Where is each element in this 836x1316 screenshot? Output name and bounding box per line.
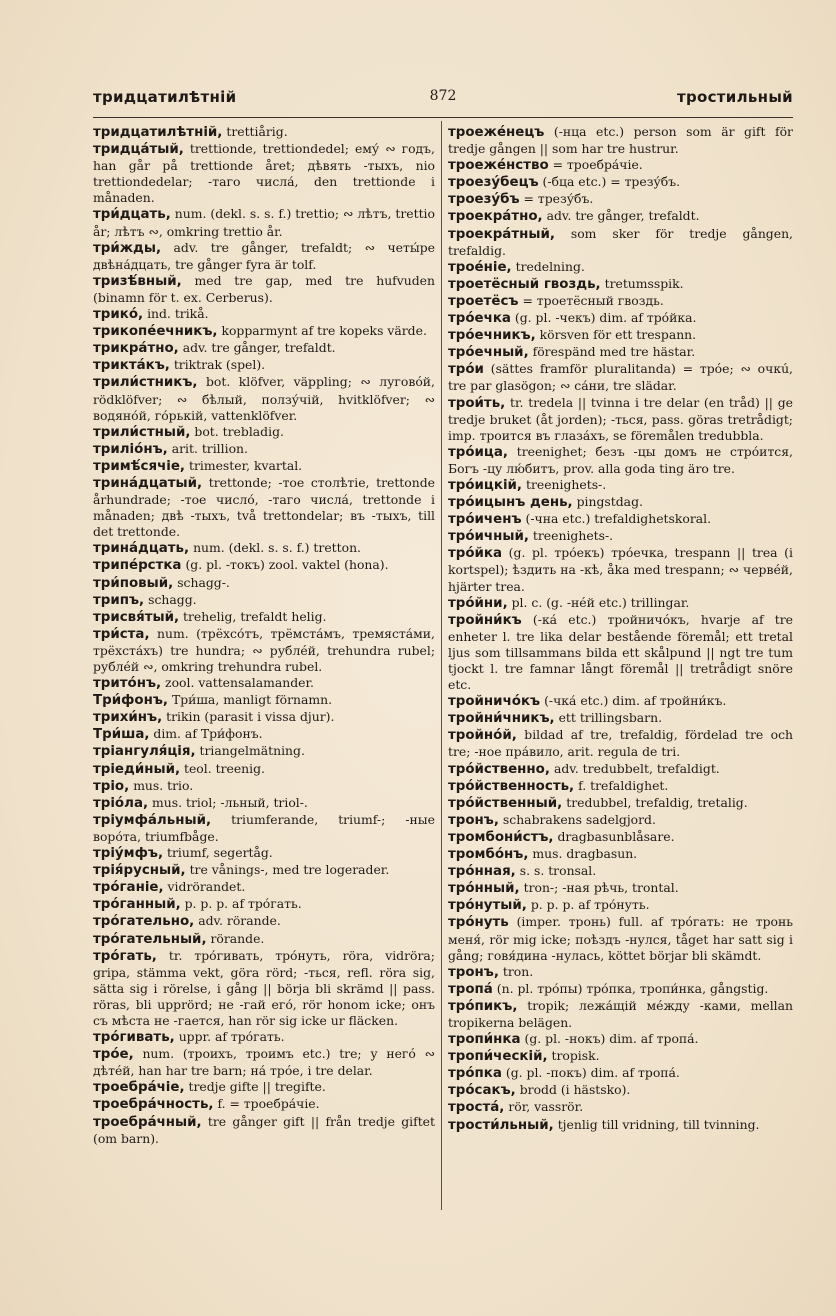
entry-definition: mus. triol; -льный, triol-. [152, 794, 308, 810]
entry-definition: ett trillingsbarn. [558, 710, 663, 726]
entry-headword: тро́пка [448, 1066, 502, 1082]
dictionary-entry [93, 778, 435, 795]
entry-definition: adv. tre gånger, trefaldt; ∾ четы́ре двѣна́дцать, tre gånger fyra är tolf. [93, 239, 435, 272]
entry-headword: трито́нъ, [93, 676, 162, 692]
entry-definition: trehelig, trefaldt helig. [183, 608, 327, 624]
entry-headword: тро́гать, [93, 948, 157, 964]
dictionary-entry [448, 595, 793, 612]
entry-headword: трикопе́ечникъ, [93, 324, 218, 340]
entry-headword: тро́йственность, [448, 778, 575, 794]
dictionary-entry [93, 306, 435, 323]
dictionary-entry [93, 795, 435, 812]
dictionary-entry [93, 1114, 435, 1147]
entry-definition: rörande. [210, 930, 265, 946]
dictionary-entry [93, 206, 435, 239]
dictionary-entry [448, 1031, 793, 1048]
entry-definition: trettionde, trettiondedel; ему́ ∾ годъ, han går på trettionde året; дѣвять -тыхъ, nio trettiondedelar; -таго числа́, den trettionde i månaden. [93, 141, 435, 206]
entry-headword: три́ста, [93, 626, 150, 642]
entry-definition: bot. trebladig. [194, 423, 284, 439]
entry-headword: тро́гательно, [93, 914, 195, 930]
dictionary-entry [93, 441, 435, 458]
entry-headword: тро́ицкій, [448, 477, 523, 493]
dictionary-entry [93, 812, 435, 845]
entry-headword: тро́ицынъ день, [448, 495, 573, 511]
entry-definition: (g. pl. -покъ) dim. af тропа́. [505, 1065, 680, 1081]
entry-headword: тро́и [448, 362, 484, 378]
entry-definition: tre gånger gift || från tredje giftet (om barn). [93, 1113, 435, 1146]
dictionary-entry [448, 964, 793, 981]
entry-headword: трóе, [93, 1047, 134, 1063]
entry-definition: num. (dekl. s. s. f.) tretton. [193, 540, 361, 556]
entry-headword: тро́гательный, [93, 931, 207, 947]
entry-headword: троекра́тно, [448, 209, 543, 225]
entry-headword: троетёсъ [448, 293, 519, 309]
dictionary-entry [93, 626, 435, 675]
dictionary-entry [93, 424, 435, 441]
dictionary-entry [448, 812, 793, 829]
dictionary-entry [93, 948, 435, 1029]
dictionary-entry [93, 357, 435, 374]
column-divider [441, 121, 442, 1210]
entry-definition: trettiårig. [226, 124, 288, 139]
entry-definition: num. (dekl. s. s. f.) trettio; ∾ лѣтъ, trettio år; лѣтъ ∾, omkring trettio år. [93, 206, 435, 239]
dictionary-entry [448, 511, 793, 528]
entry-headword: троста́, [448, 1100, 505, 1116]
entry-definition: tr. tredela || tvinna i tre delar (en tråd) || ge tredje bruket (åt jorden); -ться, pass. göras tretrådigt; imp. троится въ глаза́хъ, se föremålen tredubbla. [448, 394, 793, 443]
entry-definition: förespänd med tre hästar. [532, 344, 696, 360]
dictionary-entry [93, 761, 435, 778]
entry-definition: som sker för tredje gången, trefaldig. [448, 225, 793, 258]
dictionary-entry [448, 494, 793, 511]
dictionary-entry [93, 458, 435, 475]
header-rule [93, 117, 793, 118]
entry-definition: pingstdag. [576, 494, 643, 510]
entry-headword: тризѣ́вный, [93, 273, 182, 289]
entry-headword: тріо́ла, [93, 795, 149, 811]
dictionary-entry [93, 845, 435, 862]
entry-headword: трисвя́тый, [93, 609, 180, 625]
entry-definition: num. (трёхсо́тъ, трёмста́мъ, тремяста́ми, трёхста́хъ) tre hundra; ∾ рублéй, trehundra rubel; рублéй ∾, omkring trehundra rubel. [93, 625, 435, 674]
entry-definition: s. s. tronsal. [519, 863, 597, 879]
dictionary-entry [448, 361, 793, 394]
dictionary-entry [93, 323, 435, 340]
dictionary-entry [93, 1096, 435, 1113]
dictionary-entry [448, 846, 793, 863]
entry-headword: троезу́бъ [448, 192, 520, 208]
entry-headword: троебра́чный, [93, 1114, 202, 1130]
entry-headword: трія́русный, [93, 863, 186, 879]
dictionary-entry [448, 444, 793, 477]
entry-definition: (imper. тронь) full. af тро́гать: не тронь меня́, rör mig icke; поѣздъ -нулся, tåget har satt sig i gång; говя́дина -нулась, köttet börjar bli skämdt. [448, 914, 793, 963]
entry-headword: трико́, [93, 307, 144, 323]
dictionary-entry [93, 124, 435, 141]
entry-definition: (-ка́ etc.) тройничóкъ, hvarje af tre enheter l. tre lika delar bestående föremål; ett tretal ljus som tillsammans bilda ett skålpund || ngt tre tum tjockt l. tre famnar långt föremål || tretrådigt snöre etc. [448, 611, 793, 693]
dictionary-entry [448, 897, 793, 914]
dictionary-entry [93, 1079, 435, 1096]
entry-headword: трили́стный, [93, 424, 191, 440]
entry-definition: trimester, kvartal. [188, 457, 303, 473]
dictionary-entry [448, 1117, 793, 1134]
entry-headword: тріумфа́льный, [93, 812, 212, 828]
entry-headword: тридца́тый, [93, 142, 184, 158]
entry-definition: rör, vassrör. [508, 1099, 584, 1115]
entry-headword: трина́дцатый, [93, 475, 203, 491]
entry-headword: тропа́ [448, 981, 493, 997]
entry-definition: = трезу́бъ. [523, 191, 594, 207]
dictionary-entry [93, 896, 435, 913]
entry-headword: тро́йственный, [448, 795, 563, 811]
entry-headword: три́повый, [93, 575, 174, 591]
entry-definition: tropik; лежа́щій мéжду -ками, mellan tropikerna belägen. [448, 997, 793, 1030]
dictionary-entry [448, 1082, 793, 1099]
dictionary-entry [448, 1048, 793, 1065]
dictionary-entry [448, 880, 793, 897]
entry-headword: троеже́нецъ [448, 125, 545, 140]
entry-headword: тро́нная, [448, 864, 516, 880]
entry-headword: тримѣ́сячіе, [93, 458, 186, 474]
entry-headword: трои́ть, [448, 395, 506, 411]
entry-definition: (g. pl. -нокъ) dim. af тропа́. [524, 1031, 699, 1047]
entry-headword: трипъ, [93, 592, 145, 608]
entry-headword: троебра́чность, [93, 1097, 214, 1113]
entry-definition: num. (троихъ, троимъ etc.) tre; у негó ∾ дѣтéй, han har tre barn; на́ трóе, i tre delar. [93, 1046, 435, 1079]
entry-definition: körsven för ett trespann. [539, 327, 697, 343]
dictionary-entry [93, 575, 435, 592]
dictionary-entry [448, 863, 793, 880]
dictionary-entry [448, 795, 793, 812]
entry-headword: тро́нутый, [448, 898, 527, 914]
entry-headword: трихи́нъ, [93, 710, 163, 726]
entry-headword: тро́йни, [448, 595, 508, 611]
entry-definition: tron. [502, 963, 534, 979]
dictionary-entry [93, 540, 435, 557]
entry-definition: triumf, segertåg. [167, 845, 273, 861]
dictionary-entry [93, 557, 435, 574]
dictionary-entry [448, 191, 793, 208]
entry-headword: тро́сакъ, [448, 1083, 516, 1099]
entry-headword: троетёсный гвоздь, [448, 276, 601, 292]
entry-definition: (-чна etc.) trefaldighetskoral. [525, 511, 712, 527]
entry-headword: трости́льный, [448, 1117, 554, 1133]
entry-definition: tjenlig till vridning, till tvinning. [557, 1116, 760, 1132]
entry-definition: brodd (i hästsko). [519, 1082, 631, 1098]
dictionary-entry [448, 612, 793, 693]
dictionary-entry [93, 609, 435, 626]
entry-definition: schabrakens sadelgjord. [502, 811, 656, 827]
entry-definition: trikin (parasit i vissa djur). [166, 709, 335, 725]
entry-definition: vidrörandet. [167, 879, 246, 895]
entry-headword: три́дцать, [93, 207, 171, 223]
entry-headword: тройни́къ [448, 612, 522, 628]
entry-headword: тро́ичный, [448, 529, 529, 545]
dictionary-entry [93, 726, 435, 743]
entry-definition: (sättes framför pluralitanda) = трóе; ∾ очкú, tre par glasögon; ∾ са́ни, tre slädar. [448, 361, 793, 394]
entry-definition: (g. pl. -чекъ) dim. af тро́йка. [514, 310, 697, 326]
entry-definition: bildad af tre, trefaldig, fördelad tre och tre; -ное пра́вило, arit. regula de tri. [448, 727, 793, 760]
entry-headword: тро́ечникъ, [448, 328, 536, 344]
entry-headword: трикра́тно, [93, 341, 179, 357]
dictionary-entry [448, 477, 793, 494]
dictionary-entry [448, 710, 793, 727]
entry-headword: Три́фонъ, [93, 693, 168, 709]
dictionary-entry [448, 226, 793, 259]
dictionary-entry [448, 778, 793, 795]
page-header [93, 88, 793, 112]
entry-definition: tropisk. [551, 1048, 600, 1064]
entry-definition: ind. trikå. [147, 306, 209, 322]
entry-definition: tretumsspik. [604, 275, 684, 291]
entry-headword: троеже́нство [448, 158, 549, 174]
entry-headword: троекра́тный, [448, 226, 555, 242]
dictionary-entry [93, 931, 435, 948]
dictionary-entry [448, 1065, 793, 1082]
entry-headword: тридцатилѣтній, [93, 125, 223, 140]
entry-definition: triktrak (spel). [173, 357, 266, 373]
dictionary-entry [448, 998, 793, 1031]
entry-headword: тро́гивать, [93, 1030, 175, 1046]
entry-definition: f. trefaldighet. [578, 777, 669, 793]
entry-definition: (-чка́ etc.) dim. af тройни́къ. [544, 693, 727, 709]
entry-headword: троезу́бецъ [448, 175, 539, 191]
entry-definition: mus. trio. [133, 777, 194, 793]
dictionary-entry [93, 862, 435, 879]
dictionary-entry [448, 727, 793, 760]
dictionary-entry [93, 240, 435, 273]
entry-headword: тро́ганный, [93, 897, 181, 913]
entry-headword: тріу́мфъ, [93, 846, 164, 862]
dictionary-entry [448, 528, 793, 545]
dictionary-entry [448, 344, 793, 361]
entry-definition: treenighet; безъ -цы домъ не стро́ится, Богъ -цу лю́битъ, prov. alla goda ting äro tre. [448, 443, 793, 476]
dictionary-entry [93, 743, 435, 760]
entry-definition: p. p. p. af тро́нуть. [530, 897, 650, 913]
dictionary-entry [93, 273, 435, 306]
entry-definition: adv. rörande. [198, 913, 281, 929]
entry-definition: triangelmätning. [199, 743, 305, 759]
entry-headword: трина́дцать, [93, 541, 190, 557]
dictionary-entry [93, 1029, 435, 1046]
entry-definition: dim. af Три́фонъ. [153, 726, 263, 742]
entry-definition: schagg-. [177, 574, 230, 590]
entry-definition: teol. treenig. [184, 760, 265, 776]
entry-headword: тромбо́нъ, [448, 847, 529, 863]
entry-definition: mus. dragbasun. [532, 846, 638, 862]
entry-headword: тро́ечный, [448, 345, 529, 361]
entry-definition: Три́ша, manligt förnamn. [171, 692, 333, 708]
entry-headword: тро́нный, [448, 881, 520, 897]
entry-definition: pl. c. (g. -нéй etc.) trillingar. [511, 594, 690, 610]
dictionary-entry [448, 914, 793, 963]
entry-definition: bot. klöfver, väppling; ∾ луговóй, rödklöfver; ∾ бѣлый, ползу́чій, hvitklöfver; ∾ водяно́й, го́рькій, vattenklöfver. [93, 374, 435, 423]
dictionary-entry [448, 1099, 793, 1116]
dictionary-entry [93, 592, 435, 609]
dictionary-entry [448, 761, 793, 778]
entry-definition: (n. pl. тро́пы) тро́пка, тропи́нка, gångstig. [496, 980, 769, 996]
dictionary-entry [448, 124, 793, 157]
entry-definition: adv. tre gånger, trefaldt. [546, 208, 700, 224]
entry-definition: uppr. af тро́гать. [178, 1029, 285, 1045]
entry-headword: тропи́ческій, [448, 1049, 548, 1065]
entry-headword: троебра́чіе, [93, 1080, 185, 1096]
left-column [93, 124, 435, 1147]
entry-headword: тронъ, [448, 964, 499, 980]
entry-definition: (-нца etc.) person som är gift för tredje gången || som har tre hustrur. [448, 124, 793, 157]
dictionary-entry [93, 475, 435, 540]
entry-definition: (g. pl. -токъ) zool. vaktel (hona). [185, 557, 389, 573]
dictionary-entry [448, 157, 793, 174]
entry-definition: treenighets-. [525, 476, 607, 492]
entry-definition: = троебра́чіе. [552, 157, 643, 173]
entry-definition: = троетёсный гвоздь. [522, 292, 664, 308]
entry-headword: тройни́чникъ, [448, 711, 555, 727]
entry-headword: тропи́нка [448, 1032, 521, 1048]
entry-definition: med tre gap, med tre hufvuden (binamn för t. ex. Cerberus). [93, 272, 435, 305]
entry-definition: (-бца etc.) = трезу́бъ. [542, 174, 681, 190]
entry-headword: три́жды, [93, 240, 162, 256]
entry-headword: тро́ечка [448, 311, 511, 327]
dictionary-entry [448, 174, 793, 191]
dictionary-entry [448, 395, 793, 444]
entry-headword: тро́йка [448, 546, 503, 562]
dictionary-entry [448, 327, 793, 344]
dictionary-entry [93, 913, 435, 930]
entry-headword: тройно́й, [448, 728, 517, 744]
entry-headword: тріо, [93, 778, 130, 794]
entry-headword: Три́ша, [93, 727, 150, 743]
entry-headword: тро́ица, [448, 444, 508, 460]
page-number: 872 [429, 88, 457, 104]
entry-definition: schagg. [148, 591, 197, 607]
dictionary-entry [93, 675, 435, 692]
entry-headword: троéніе, [448, 259, 512, 275]
dictionary-entry [448, 545, 793, 594]
entry-headword: тронъ, [448, 812, 499, 828]
entry-headword: тро́иченъ [448, 512, 522, 528]
entry-headword: тро́пикъ, [448, 998, 518, 1014]
entry-definition: treenighets-. [532, 528, 614, 544]
dictionary-entry [93, 709, 435, 726]
entry-headword: тромбони́стъ, [448, 829, 554, 845]
entry-definition: arit. trillion. [171, 440, 248, 456]
entry-headword: трипе́рстка [93, 558, 182, 574]
entry-headword: тро́нуть [448, 915, 509, 931]
entry-definition: tre vånings-, med tre logerader. [189, 862, 390, 878]
entry-definition: kopparmynt af tre kopeks värde. [221, 323, 427, 339]
header-last-word: тростильный [676, 88, 793, 106]
entry-definition: adv. tre gånger, trefaldt. [182, 340, 336, 356]
entry-headword: тріеди́ный, [93, 761, 181, 777]
dictionary-entry [93, 374, 435, 423]
dictionary-entry [448, 259, 793, 276]
entry-definition: adv. tredubbelt, trefaldigt. [553, 760, 720, 776]
right-column [448, 124, 793, 1134]
dictionary-entry [448, 693, 793, 710]
dictionary-entry [93, 340, 435, 357]
dictionary-entry [448, 276, 793, 293]
entry-headword: тройничо́къ [448, 694, 541, 710]
entry-definition: zool. vattensalamander. [165, 675, 314, 691]
entry-definition: tron-; -ная рѣчь, trontal. [523, 880, 679, 896]
dictionary-entry [448, 829, 793, 846]
dictionary-entry [448, 208, 793, 225]
entry-definition: trettonde; -тое столѣтіе, trettonde århundrade; -тое число́, -таго числа́, trettonde i månaden; двѣ -тыхъ, två trettondelar; въ -тыхъ, till det trettonde. [93, 474, 435, 540]
dictionary-entry [93, 141, 435, 206]
entry-headword: трикта́къ, [93, 358, 170, 374]
dictionary-entry [93, 692, 435, 709]
entry-headword: тріангуля́ція, [93, 744, 196, 760]
entry-definition: p. p. p. af тро́гать. [184, 896, 302, 912]
entry-headword: трилióнъ, [93, 441, 168, 457]
entry-definition: f. = троебра́чіе. [217, 1096, 320, 1112]
entry-headword: трили́стникъ, [93, 375, 198, 391]
dictionary-entry [448, 310, 793, 327]
header-first-word: тридцатилѣтній [93, 88, 237, 106]
entry-definition: tr. тро́гивать, тро́нуть, röra, vidröra; gripa, stämma vekt, göra rörd; -ться, refl. röra sig, sätta sig i rörelse, i gång || börja bli skrämd || pass. röras, bli upprörd; не -гай его́, rör honom icke; онъ съ мѣста не -гается, han rör sig icke ur fläcken. [93, 947, 435, 1028]
entry-definition: tredje gifte || tregifte. [188, 1079, 326, 1095]
entry-definition: tredelning. [515, 258, 585, 274]
entry-headword: тро́ганіе, [93, 880, 164, 896]
entry-headword: тро́йственно, [448, 761, 550, 777]
entry-definition: dragbasunblåsare. [557, 828, 675, 844]
entry-definition: triumferande, triumf-; -ные воро́та, triumfbåge. [93, 811, 435, 844]
entry-definition: (g. pl. тро́екъ) тро́ечка, trespann || trea (i kortspel); ѣздить на -кѣ, åka med trespann; ∾ червéй, hjärter trea. [448, 545, 793, 594]
dictionary-entry [448, 981, 793, 998]
dictionary-entry [93, 879, 435, 896]
dictionary-entry [93, 1046, 435, 1079]
entry-definition: tredubbel, trefaldig, tretalig. [566, 794, 748, 810]
dictionary-entry [448, 293, 793, 310]
